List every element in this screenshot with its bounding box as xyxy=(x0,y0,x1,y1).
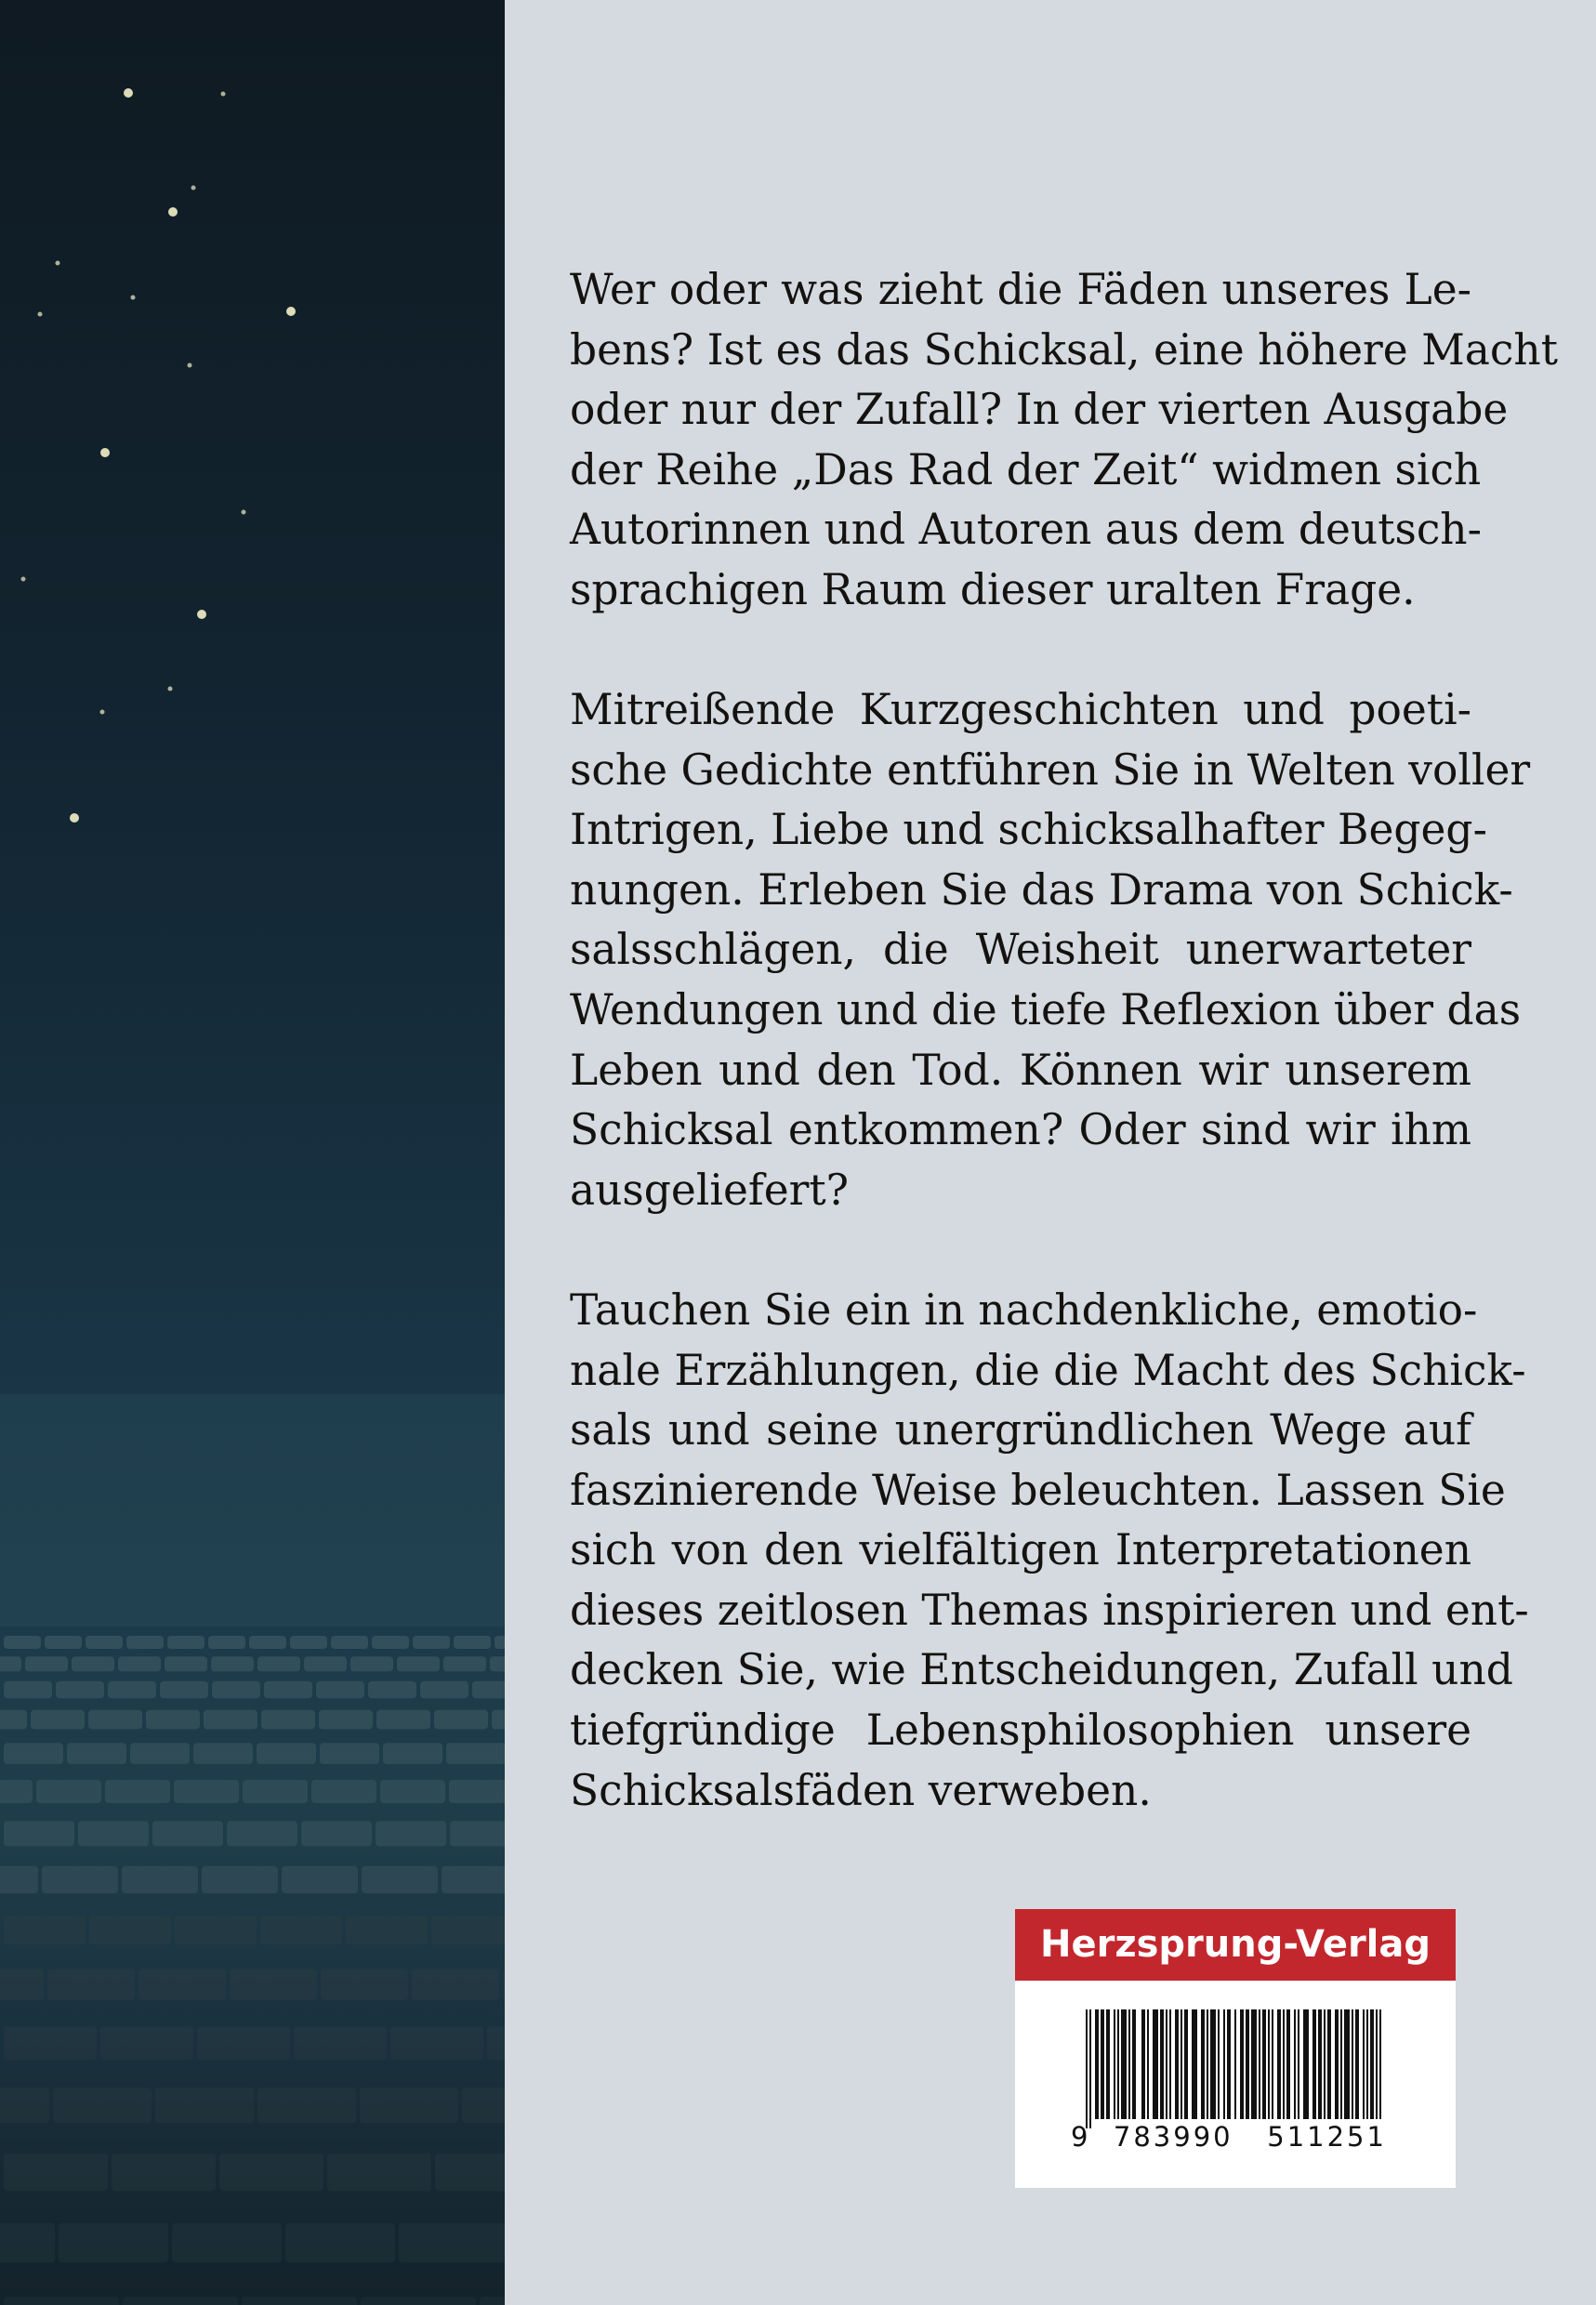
barcode-bar xyxy=(1324,2009,1326,2119)
barcode-bar xyxy=(1156,2009,1158,2119)
blurb-line: faszinierende Weise beleuchten. Lassen Sie xyxy=(570,1465,1506,1515)
paving-stone xyxy=(122,1866,198,1893)
blurb-line: tiefgründige Lebensphilosophien unsere xyxy=(570,1706,1471,1756)
paving-stone xyxy=(42,1866,118,1893)
blurb-line: salsschlägen, die Weisheit unerwarteter xyxy=(570,925,1471,975)
paving-stone xyxy=(380,1780,445,1803)
barcode-bar xyxy=(1214,2009,1216,2119)
horizon-glow xyxy=(0,1394,505,1627)
barcode-bar xyxy=(1255,2009,1257,2119)
blurb-line: sich von den vielfältigen Interpretationen xyxy=(570,1525,1471,1575)
barcode-bar xyxy=(1192,2009,1194,2119)
barcode-bar xyxy=(1102,2009,1104,2119)
paving-stone xyxy=(443,1656,486,1671)
star-icon xyxy=(70,813,79,823)
barcode-bar xyxy=(1229,2009,1231,2119)
barcode-bar xyxy=(1177,2009,1179,2119)
barcode-bar xyxy=(1246,2009,1247,2119)
barcode-bar xyxy=(1169,2009,1171,2119)
paving-stone xyxy=(446,1743,505,1764)
barcode-bar xyxy=(1277,2009,1279,2119)
barcode-bar xyxy=(1298,2009,1299,2119)
paving-stone xyxy=(301,1821,372,1846)
paving-stone xyxy=(290,1636,327,1649)
star-icon xyxy=(100,448,110,457)
paving-stone xyxy=(0,1780,33,1803)
paving-stone xyxy=(174,1780,239,1803)
barcode-bar xyxy=(1355,2009,1357,2119)
blurb-paragraph xyxy=(570,680,1531,1220)
barcode-bar xyxy=(1166,2009,1167,2119)
barcode-bar xyxy=(1327,2009,1329,2119)
star-icon xyxy=(242,510,246,515)
paving-stone xyxy=(4,1681,52,1698)
paving-stone xyxy=(4,1743,63,1764)
blurb-line: der Reihe „Das Rad der Zeit“ widmen sich xyxy=(570,444,1482,494)
barcode-bar xyxy=(1240,2009,1242,2119)
paving-stone xyxy=(100,2026,193,2060)
paving-stone xyxy=(454,1636,491,1649)
paving-stone xyxy=(361,2297,476,2305)
blurb-line: bens? Ist es das Schicksal, eine höhere Macht xyxy=(570,324,1558,375)
blurb-line: Tauchen Sie ein in nachdenkliche, emotio- xyxy=(570,1284,1478,1335)
blurb-line: sprachigen Raum dieser uralten Frage. xyxy=(570,564,1416,614)
paving-stone xyxy=(487,2026,505,2060)
paving-stone xyxy=(105,1780,170,1803)
barcode-bar xyxy=(1234,2009,1236,2119)
paving-stone xyxy=(0,2223,55,2263)
paving-stone xyxy=(25,1656,68,1671)
paving-stone xyxy=(130,1743,190,1764)
paving-stone xyxy=(450,1821,505,1846)
paving-stone xyxy=(412,1969,499,2000)
paving-stone xyxy=(227,1821,297,1846)
paving-stone xyxy=(4,1821,74,1846)
barcode-bar xyxy=(1134,2009,1136,2119)
paving-stone xyxy=(257,2088,356,2123)
barcode-bar xyxy=(1121,2009,1123,2119)
paving-stone xyxy=(360,2088,458,2123)
star-icon xyxy=(221,92,226,97)
star-icon xyxy=(197,610,206,619)
blurb-line: Autorinnen und Autoren aus dem deutsch- xyxy=(570,505,1482,555)
barcode-bar xyxy=(1141,2009,1143,2119)
star-icon xyxy=(21,577,26,582)
barcode-bar xyxy=(1218,2009,1220,2119)
paving-stone xyxy=(138,1969,226,2000)
paving-stone xyxy=(331,1636,368,1649)
barcode-bar xyxy=(1279,2009,1281,2119)
paving-stone xyxy=(462,2088,505,2123)
paving-stone xyxy=(172,2223,282,2263)
barcode-bar xyxy=(1286,2009,1288,2119)
barcode-bar xyxy=(1288,2009,1290,2119)
blurb-line: Leben und den Tod. Können wir unserem xyxy=(570,1045,1471,1095)
blurb-paragraph xyxy=(570,1281,1529,1821)
paving-stone xyxy=(420,1681,468,1698)
barcode-bar xyxy=(1108,2009,1110,2119)
star-icon xyxy=(286,307,296,316)
barcode-bar xyxy=(1207,2009,1208,2119)
paving-stone xyxy=(4,1636,41,1649)
blurb-line: sals und seine unergründlichen Wege auf xyxy=(570,1405,1471,1455)
paving-stone xyxy=(294,2026,387,2060)
barcode-bar xyxy=(1348,2009,1350,2119)
barcode-bar xyxy=(1128,2009,1130,2119)
paving-stone xyxy=(390,2026,483,2060)
barcode-bar xyxy=(1340,2009,1342,2119)
paving-stone xyxy=(59,2223,168,2263)
barcode-bar xyxy=(1125,2009,1127,2119)
isbn-number: 9 783990 511251 xyxy=(1071,2121,1387,2153)
blurb-line: Wer oder was zieht die Fäden unseres Le- xyxy=(570,265,1471,314)
paving-stone xyxy=(311,1780,376,1803)
blurb-line: decken Sie, wie Entscheidungen, Zufall und xyxy=(570,1645,1513,1695)
barcode-bar xyxy=(1352,2009,1353,2119)
barcode-bar xyxy=(1147,2009,1149,2119)
barcode-bar xyxy=(1195,2009,1197,2119)
barcode-bar xyxy=(1346,2009,1348,2119)
star-icon xyxy=(124,88,133,98)
paving-stone xyxy=(56,1681,104,1698)
blurb-paragraph xyxy=(570,260,1558,621)
blurb-line: dieses zeitlosen Themas inspirieren und ent- xyxy=(570,1585,1529,1635)
barcode-bar xyxy=(1086,2009,1088,2128)
paving-stone xyxy=(431,1916,505,1945)
paving-stone xyxy=(193,1743,253,1764)
barcode-bar xyxy=(1305,2009,1307,2119)
barcode-bar xyxy=(1117,2009,1119,2119)
star-icon xyxy=(188,363,192,368)
paving-stone xyxy=(413,1636,450,1649)
barcode-bar xyxy=(1153,2009,1154,2119)
blurb-line: nale Erzählungen, die die Macht des Schick- xyxy=(570,1345,1526,1395)
barcode-bar xyxy=(1370,2009,1372,2119)
paving-stone xyxy=(350,1656,393,1671)
star-icon xyxy=(100,710,105,715)
paving-stone xyxy=(249,1636,286,1649)
barcode-bar xyxy=(1294,2009,1296,2119)
paving-stone xyxy=(257,1743,316,1764)
paving-stone xyxy=(53,2088,152,2123)
paving-stone xyxy=(285,2223,395,2263)
blurb-line: oder nur der Zufall? In der vierten Ausgabe xyxy=(570,385,1509,435)
barcode-bar xyxy=(1344,2009,1346,2119)
paving-stone xyxy=(78,1821,149,1846)
barcode-bar xyxy=(1106,2009,1108,2119)
paving-stone xyxy=(123,2297,238,2305)
barcode-bar xyxy=(1201,2009,1203,2119)
paving-stone xyxy=(160,1681,208,1698)
barcode-bar xyxy=(1312,2009,1314,2119)
paving-stone xyxy=(321,1969,408,2000)
paving-stone xyxy=(368,1681,416,1698)
paving-stone xyxy=(242,2297,357,2305)
paving-stone xyxy=(88,1710,142,1730)
barcode-bar xyxy=(1372,2009,1374,2119)
paving-stone xyxy=(175,1916,257,1945)
barcode-bar xyxy=(1101,2009,1102,2119)
barcode-bar xyxy=(1181,2009,1182,2119)
paving-stone xyxy=(36,1780,101,1803)
paving-stone xyxy=(376,1821,446,1846)
barcode-bar xyxy=(1363,2009,1365,2119)
blurb-line: ausgeliefert? xyxy=(570,1165,850,1215)
barcode-bar xyxy=(1318,2009,1320,2119)
paving-stone xyxy=(89,1916,171,1945)
paving-stone xyxy=(67,1743,126,1764)
blurb-line: Intrigen, Liebe und schicksalhafter Begeg- xyxy=(570,805,1487,855)
publisher-banner xyxy=(1015,1909,1456,1981)
barcode-bar xyxy=(1337,2009,1339,2119)
paving-stone xyxy=(304,1656,347,1671)
barcode-bar xyxy=(1089,2009,1091,2128)
barcode-bar xyxy=(1175,2009,1177,2119)
barcode-bar xyxy=(1184,2009,1186,2119)
barcode-bar xyxy=(1357,2009,1359,2119)
paving-stone xyxy=(399,2223,505,2263)
barcode-bar xyxy=(1194,2009,1195,2119)
paving-stone xyxy=(4,1916,86,1945)
paving-stone xyxy=(146,1710,200,1730)
paving-stone xyxy=(31,1710,85,1730)
paving-stone xyxy=(257,1656,300,1671)
barcode-bar xyxy=(1283,2009,1285,2119)
paving-stone xyxy=(362,1866,438,1893)
paving-stone xyxy=(490,1656,505,1671)
paving-stone xyxy=(152,1821,223,1846)
star-icon xyxy=(38,312,43,317)
barcode-bar xyxy=(1154,2009,1156,2119)
paving-stone xyxy=(495,1636,505,1649)
paving-stone xyxy=(372,1636,409,1649)
paving-stone xyxy=(261,1710,315,1730)
barcode-bar xyxy=(1303,2009,1305,2119)
paving-stone xyxy=(442,1866,505,1893)
blurb-line: Mitreißende Kurzgeschichten und poeti- xyxy=(570,685,1471,735)
blurb-line: nungen. Erleben Sie das Drama von Schick- xyxy=(570,864,1513,915)
barcode-bar xyxy=(1247,2009,1249,2119)
barcode-bar xyxy=(1307,2009,1309,2119)
barcode-bar xyxy=(1223,2009,1225,2119)
barcode-bar xyxy=(1314,2009,1316,2119)
blurb-line: Schicksal entkommen? Oder sind wir ihm xyxy=(570,1105,1471,1155)
night-sky-illustration xyxy=(0,0,505,2305)
barcode-bar xyxy=(1186,2009,1188,2119)
paving-stone xyxy=(86,1636,123,1649)
barcode-icon xyxy=(1086,2009,1383,2128)
paving-stone xyxy=(260,1916,342,1945)
barcode-bar xyxy=(1160,2009,1162,2119)
barcode-bar xyxy=(1262,2009,1264,2119)
paving-stone xyxy=(47,1969,135,2000)
blurb-line: sche Gedichte entführen Sie in Welten voller xyxy=(570,744,1531,795)
paving-stone xyxy=(346,1916,428,1945)
paving-stone xyxy=(492,1710,505,1730)
barcode-bar xyxy=(1095,2009,1097,2119)
barcode-bar xyxy=(1114,2009,1115,2119)
star-icon xyxy=(56,261,60,266)
star-icon xyxy=(168,687,173,692)
barcode-bar xyxy=(1143,2009,1145,2119)
paving-stone xyxy=(0,1710,27,1730)
paving-stone xyxy=(316,1681,364,1698)
paving-stone xyxy=(383,1743,442,1764)
barcode-bar xyxy=(1132,2009,1134,2119)
blurb-text xyxy=(570,260,1558,1881)
paving-stone xyxy=(320,1743,379,1764)
barcode-bar xyxy=(1203,2009,1205,2119)
barcode-bar xyxy=(1272,2009,1273,2119)
barcode-bar xyxy=(1212,2009,1214,2119)
barcode-bar xyxy=(1251,2009,1253,2119)
paving-stone xyxy=(0,1969,44,2000)
barcode-bar xyxy=(1227,2009,1229,2119)
barcode-bar xyxy=(1264,2009,1266,2119)
paving-stone xyxy=(327,2154,431,2191)
paving-stone xyxy=(126,1636,164,1649)
paving-stone xyxy=(264,1681,312,1698)
barcode-bar xyxy=(1376,2009,1378,2119)
paving-stone xyxy=(4,2154,108,2191)
barcode-bar xyxy=(1268,2009,1270,2119)
star-icon xyxy=(191,186,196,191)
paving-stone xyxy=(4,2026,97,2060)
paving-stone xyxy=(230,1969,317,2000)
night-sky-image xyxy=(0,0,505,2305)
paving-stone xyxy=(472,1681,505,1698)
paving-stone xyxy=(167,1636,204,1649)
paving-stone xyxy=(376,1710,430,1730)
paving-stone xyxy=(212,1681,260,1698)
barcode-bar xyxy=(1320,2009,1322,2119)
paving-stone xyxy=(208,1636,245,1649)
barcode-bar xyxy=(1123,2009,1125,2119)
barcode-bar xyxy=(1097,2009,1099,2119)
paving-stone xyxy=(435,2154,505,2191)
paving-stone xyxy=(108,1681,156,1698)
paving-stone xyxy=(45,1636,82,1649)
paving-stone xyxy=(197,2026,290,2060)
paving-stone xyxy=(397,1656,440,1671)
paving-stone xyxy=(319,1710,373,1730)
paving-stone xyxy=(434,1710,488,1730)
paving-stone xyxy=(72,1656,114,1671)
barcode-bar xyxy=(1242,2009,1244,2119)
publisher-name: Herzsprung-Verlag xyxy=(1039,1923,1431,1966)
paving-stone xyxy=(0,2088,49,2123)
star-icon xyxy=(131,296,136,300)
barcode-bar xyxy=(1162,2009,1164,2119)
barcode-bar xyxy=(1253,2009,1255,2119)
paving-stone xyxy=(0,1866,38,1893)
barcode-box xyxy=(1015,1909,1456,2188)
star-icon xyxy=(168,207,178,217)
paving-stone xyxy=(243,1780,308,1803)
barcode-bar xyxy=(1259,2009,1260,2119)
barcode-bar xyxy=(1366,2009,1368,2119)
paving-stone xyxy=(204,1710,257,1730)
paving-stone xyxy=(480,2297,505,2305)
paving-stone xyxy=(155,2088,254,2123)
paving-stone xyxy=(0,1656,21,1671)
barcode-bar xyxy=(1335,2009,1337,2119)
blurb-line: Schicksalsfäden verweben. xyxy=(570,1765,1152,1815)
paving-stone xyxy=(282,1866,358,1893)
blurb-line: Wendungen und die tiefe Reflexion über das xyxy=(570,985,1522,1035)
paving-stone xyxy=(112,2154,216,2191)
paving-stone xyxy=(118,1656,161,1671)
paving-stone xyxy=(165,1656,207,1671)
paving-stone xyxy=(202,1866,278,1893)
paving-stone xyxy=(211,1656,254,1671)
barcode-bar xyxy=(1210,2009,1212,2119)
paving-stone xyxy=(4,2297,119,2305)
paving-stone xyxy=(449,1780,505,1803)
barcode-bar xyxy=(1329,2009,1331,2119)
paving-stone xyxy=(219,2154,323,2191)
barcode-bar xyxy=(1379,2009,1381,2119)
